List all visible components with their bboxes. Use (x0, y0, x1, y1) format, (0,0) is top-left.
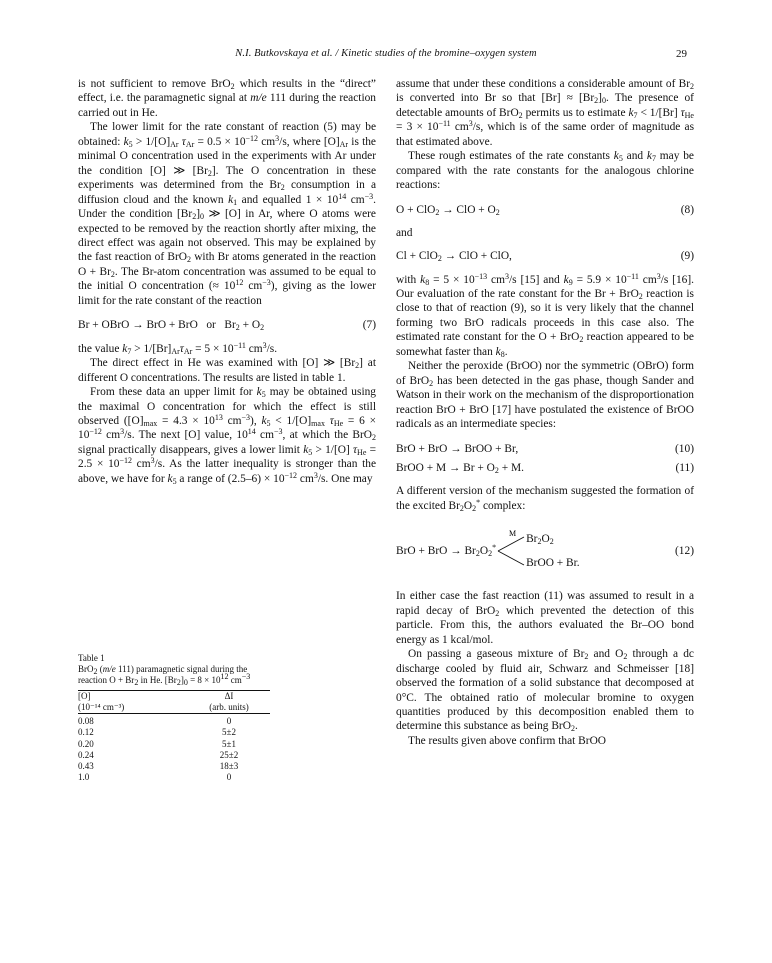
left-column (78, 77, 376, 486)
branch-arrows (496, 527, 526, 575)
equation-body: Br + OBrO → BrO + BrO or $Br_2 + O_2$ (78, 319, 265, 333)
table-1 (78, 653, 270, 784)
paragraph: The results given above confirm that BrOO (408, 734, 607, 747)
equation-7 (78, 318, 376, 332)
column-unit: (arb. units) (209, 701, 249, 712)
equation-number: (10) (675, 442, 694, 455)
equation-number: (7) (362, 319, 376, 332)
paragraph: Neither the peroxide (BrOO) nor the symmetric (OBrO) form of BrO$_2$ has been detected in the gas phase, though Sander and Watson in their work on the mechanism of the disproportionation reaction BrO + BrO [17] have postulated the existence of BrOO radicals as an intermediate species: (396, 360, 694, 431)
table-units-row (78, 702, 270, 713)
page-header (0, 48, 772, 64)
catalyst-label: M (509, 529, 517, 539)
paragraph: In either case the fast reaction (11) was assumed to result in a rapid decay of BrO$_2$ which prevented the detection of this particle. From this, the authors evaluated the Br–OO bond energy as 1 kcal/mol. (396, 590, 694, 646)
connector-text: and (396, 227, 413, 240)
equation-8 (396, 203, 694, 217)
table-caption: BrO$_2$ (m/e 111) paramagnetic signal during the reaction $O + Br_2$ in He. $[Br_2]_0 = 8 \times 10^{12}$ $cm^{-3}$ (78, 664, 251, 687)
table-row: 0.20 5±1 (78, 738, 236, 749)
equation-body: Cl + ClO$_2$ → ClO + ClO, (396, 250, 512, 264)
right-column (396, 77, 694, 748)
paragraph: is not sufficient to remove BrO$_2$ which results in the “direct” effect, i.e. the paramagnetic signal at m/e 111 during the reaction carried out in He. (78, 78, 376, 119)
equation-body: BrO + BrO → BrOO + Br, (396, 442, 519, 455)
equation-9 (396, 249, 694, 263)
table-row: 0.43 18±3 (78, 761, 239, 772)
paragraph: The lower limit for the rate constant of reaction (5) may be obtained: $k_5 > 1/[O]_{Ar}$ $\tau_{Ar} = 0.5 \times 10^{-12}$ $cm^3/s$, where $[O]_{Ar}$ is the minimal O concentration used in the experiments with Ar under the condition [O] ≫ $[Br_2]$. The O concentration in these experiments was determined from the $Br_2$ consumption in a diffusion cloud and the known $k_1$ and equalled $1 \times 10^{14}$ $cm^{-3}$. Under the condition $[Br_2]_0$ ≫ [O] in Ar, where O atoms were expected to be removed by the reaction shortly after mixing, the direct effect was again not observed. This may be explained by the fast reaction of BrO$_2$ with Br atoms generated in the reaction $O + Br_2$. The Br-atom concentration was assumed to be equal to the initial O concentration (≈ $10^{12}$ $cm^{-3}$), giving as the lower limit for the rate constant of the reaction (78, 121, 377, 307)
running-head: N.I. Butkovskaya et al. / Kinetic studies of the bromine–oxygen system (235, 48, 537, 59)
paragraph: the value $k_7 > 1/[Br]_{Ar}\tau_{Ar} = 5 \times 10^{-11}$ $cm^3/s$. (78, 340, 278, 356)
equation-number: (8) (680, 203, 694, 216)
paragraph: From these data an upper limit for $k_5$ may be obtained using the maximal O concentration for which the effect is still observed ($[O]_{max} = 4.3 \times 10^{13}$ $cm^{-3}$), $k_5 < 1/[O]_{max}$ $\tau_{He} = 6 \times 10^{-12}$ $cm^3/s$. The next [O] value, $10^{14}$ $cm^{-3}$, at which the BrO$_2$ signal practically disappears, gives a lower limit $k_5 > 1/[O] \tau_{He} = 2.5 \times 10^{-12}$ $cm^3/s$. As the latter inequality is stronger than the above, we have for $k_5$ a range of $(2.5-6) \times 10^{-12}$ $cm^3/s$. One may (78, 386, 377, 486)
equation-number: (12) (675, 545, 694, 558)
equation-number: (11) (675, 461, 694, 474)
equation-number: (9) (680, 250, 694, 263)
paragraph: The direct effect in He was examined with [O] ≫ $[Br_2]$ at different O concentrations. The results are listed in table 1. (78, 357, 376, 384)
equation-12 (396, 527, 694, 575)
paragraph: On passing a gaseous mixture of $Br_2$ and $O_2$ through a dc discharge cooled by fluid air, Schwarz and Schmeisser [18] observed the formation of a solid substance that decomposed at 0°C. The obtained ratio of molecular bromine to oxygen quantities produced by this decomposition enabled them to determine this substance as being BrO$_2$. (396, 648, 694, 734)
table-title: Table 1 (78, 653, 105, 663)
equation-body: O + ClO$_2$ → ClO + $O_2$ (396, 203, 500, 217)
paragraph: A different version of the mechanism suggested the formation of the excited $Br_2O_2^*$ complex: (396, 485, 694, 513)
equation-11 (396, 461, 694, 475)
equation-body: BrO + BrO → $Br_2O_2^*$ M $Br_2O_2$ BrOO + Br. (396, 527, 580, 575)
table-row: 0.24 25±2 (78, 749, 239, 760)
column-header: [O] (78, 691, 91, 701)
page-number: 29 (676, 48, 687, 60)
equation-body: BrOO + $M \to Br + O_2 + M$. (396, 461, 525, 475)
paragraph: These rough estimates of the rate constants $k_5$ and $k_7$ may be compared with the rate constants for the analogous chlorine reactions: (396, 150, 694, 192)
equation-products: $Br_2O_2$ BrOO + Br. (526, 533, 580, 570)
table-header-row (78, 691, 270, 702)
paragraph: assume that under these conditions a considerable amount of $Br_2$ is converted into Br so that $[Br] \approx [Br_2]_0$. The presence of detectable amounts of BrO$_2$ permits us to estimate $k_7 < 1/[Br] \tau_{He} = 3 \times 10^{-11}$ $cm^3/s$, which is of the same order of magnitude as that estimated above. (396, 78, 695, 148)
data-table (78, 691, 270, 784)
equation-10 (396, 442, 694, 456)
paragraph: with $k_8 = 5 \times 10^{-13}$ $cm^3/s$ [15] and $k_9 = 5.9 \times 10^{-11}$ $cm^3/s$ [16]. Our evaluation of the rate constant for the Br + BrO$_2$ reaction is close to that of reaction (9), so it is very likely that the channel forming two BrO radicals proceeds in this case also. The estimated rate constant for the O + BrO$_2$ reaction appeared to be somewhat faster than $k_8$. (396, 271, 694, 359)
column-header: ΔI (224, 691, 234, 701)
table-row: 0.08 0 (78, 716, 232, 726)
column-unit: (10⁻¹⁴ cm⁻³) (78, 701, 125, 712)
table-row: 1.0 0 (78, 772, 232, 783)
table-row: 0.12 5±2 (78, 727, 236, 738)
